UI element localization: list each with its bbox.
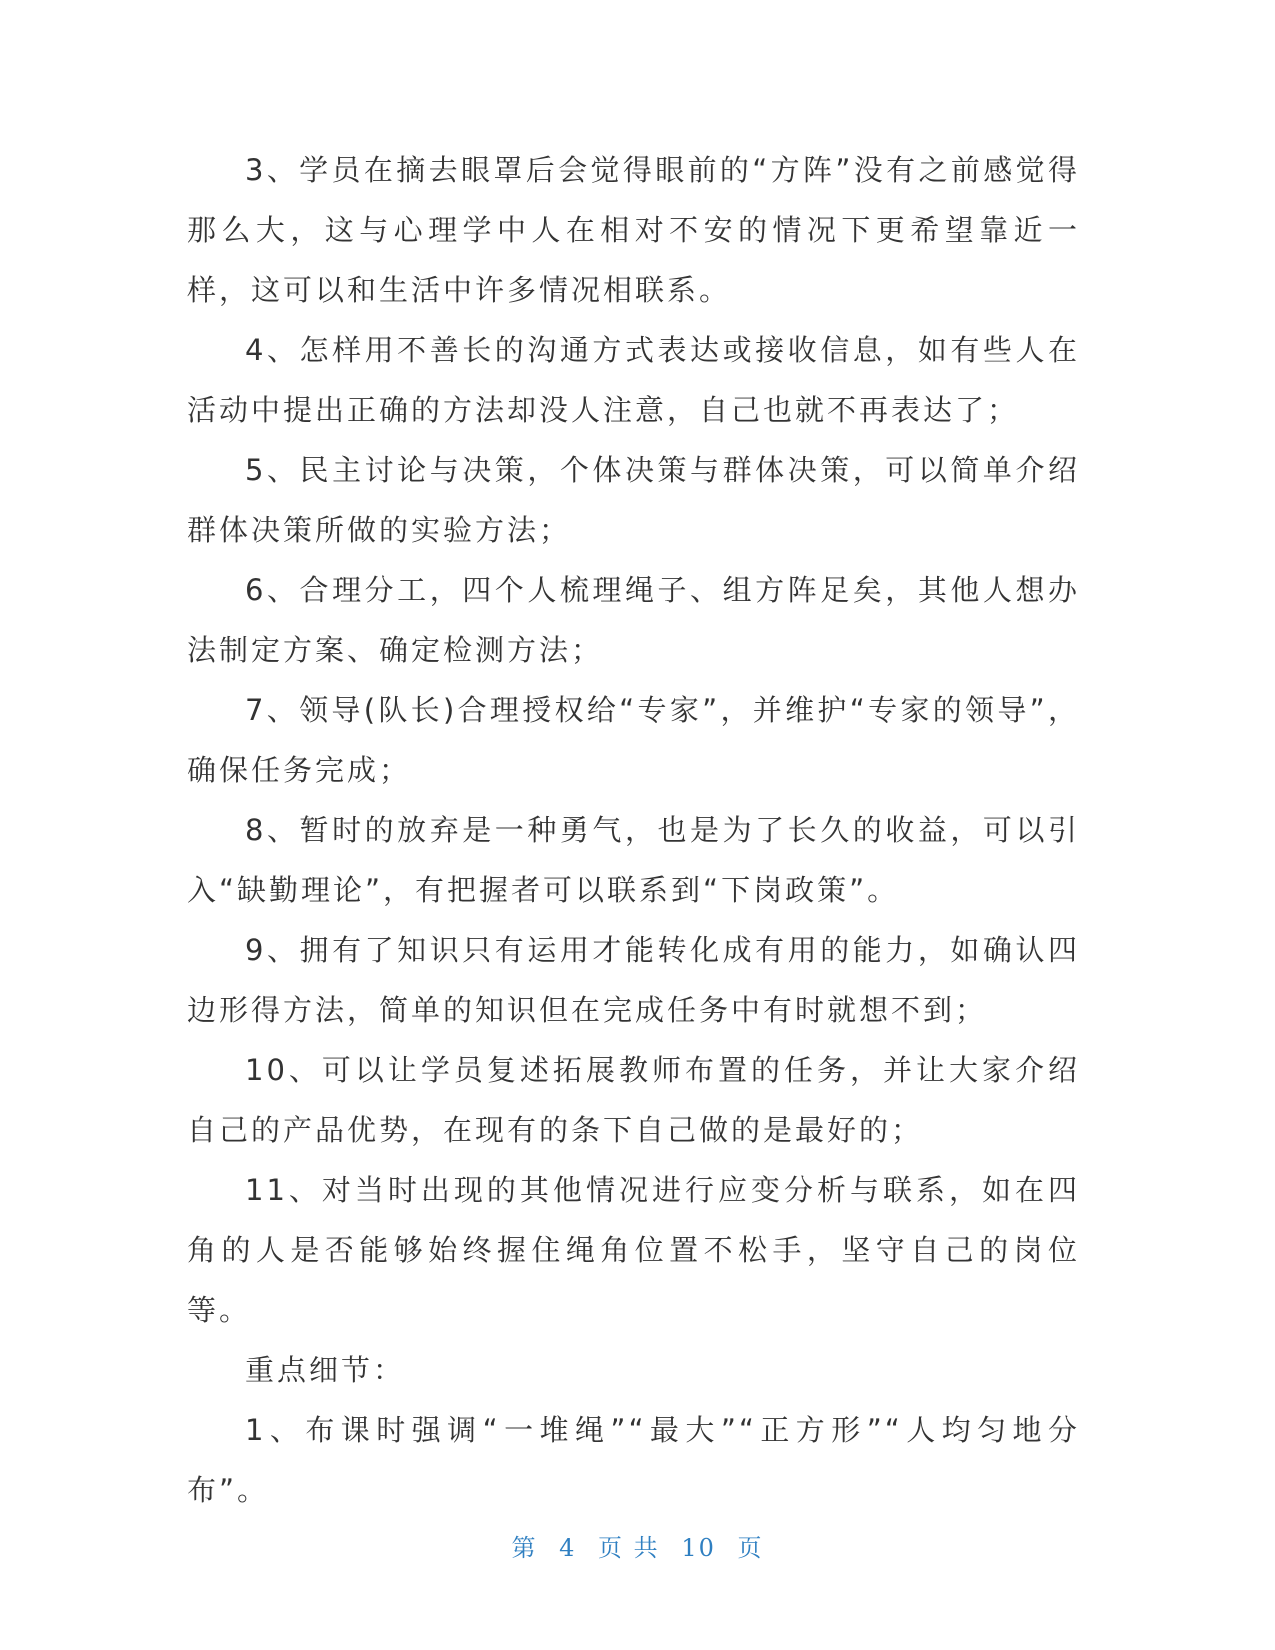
paragraph-item-7: 7、领导(队长)合理授权给“专家”，并维护“专家的领导”，确保任务完成； xyxy=(187,693,1080,787)
footer-suffix: 页 xyxy=(737,1534,764,1562)
paragraph-key-detail-1: 1、布课时强调“一堆绳”“最大”“正方形”“人均匀地分布”。 xyxy=(187,1413,1080,1507)
section-heading-key-details: 重点细节： xyxy=(245,1353,406,1387)
footer-prefix: 第 xyxy=(511,1534,538,1562)
document-body xyxy=(187,140,1080,1520)
paragraph-item-4: 4、怎样用不善长的沟通方式表达或接收信息，如有些人在活动中提出正确的方法却没人注意，自己也就不再表达了； xyxy=(187,333,1080,427)
total-page-count: 10 xyxy=(681,1534,716,1562)
current-page-number: 4 xyxy=(559,1534,577,1562)
paragraph-item-8: 8、暂时的放弃是一种勇气，也是为了长久的收益，可以引入“缺勤理论”，有把握者可以联系到“下岗政策”。 xyxy=(187,813,1080,907)
paragraph-item-3: 3、学员在摘去眼罩后会觉得眼前的“方阵”没有之前感觉得那么大，这与心理学中人在相对不安的情况下更希望靠近一样，这可以和生活中许多情况相联系。 xyxy=(187,153,1080,307)
paragraph-item-9: 9、拥有了知识只有运用才能转化成有用的能力，如确认四边形得方法，简单的知识但在完成任务中有时就想不到； xyxy=(187,933,1080,1027)
paragraph-item-6: 6、合理分工，四个人梳理绳子、组方阵足矣，其他人想办法制定方案、确定检测方法； xyxy=(187,573,1080,667)
page-footer xyxy=(0,1528,1275,1563)
paragraph-item-5: 5、民主讨论与决策，个体决策与群体决策，可以简单介绍群体决策所做的实验方法； xyxy=(187,453,1080,547)
paragraph-item-11: 11、对当时出现的其他情况进行应变分析与联系，如在四角的人是否能够始终握住绳角位置不松手，坚守自己的岗位等。 xyxy=(187,1173,1080,1327)
footer-middle: 页 共 xyxy=(598,1534,660,1562)
paragraph-item-10: 10、可以让学员复述拓展教师布置的任务，并让大家介绍自己的产品优势，在现有的条下自己做的是最好的； xyxy=(187,1053,1080,1147)
